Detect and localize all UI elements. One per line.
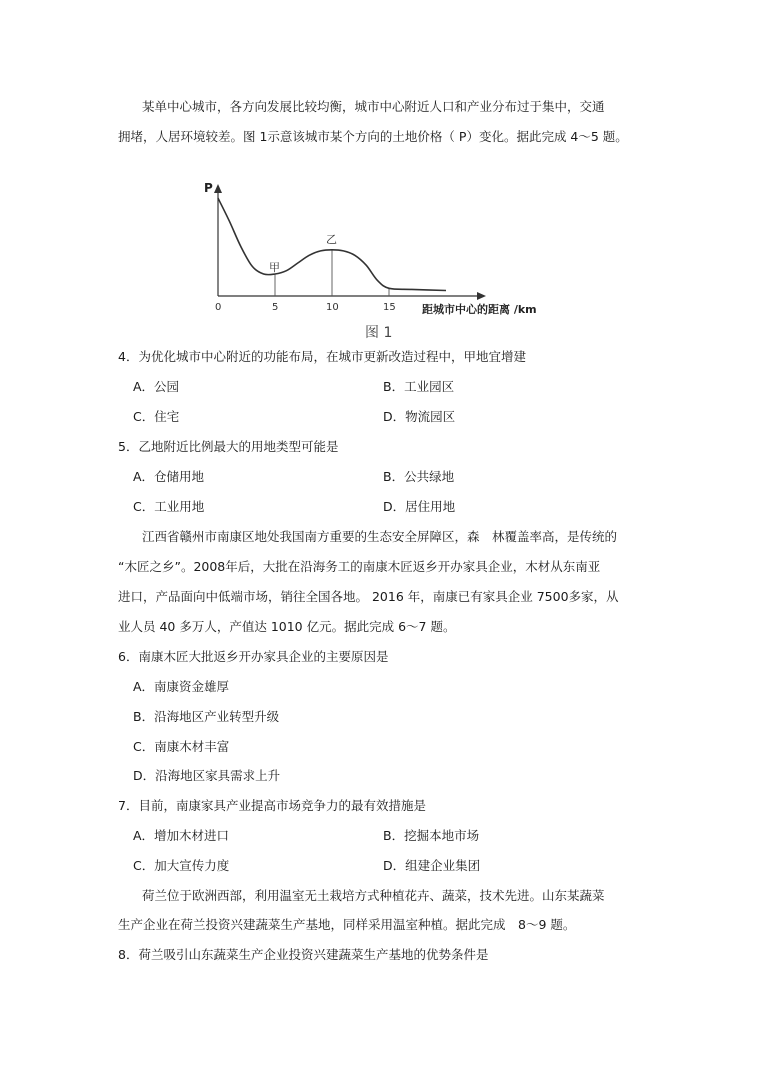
q4-option-b[interactable]: B．工业园区 <box>383 379 455 394</box>
x-axis-arrow <box>477 292 486 300</box>
q4-option-a[interactable]: A．公园 <box>133 379 180 394</box>
q5-option-b[interactable]: B．公共绿地 <box>383 469 455 484</box>
q6-option-d[interactable]: D．沿海地区家具需求上升 <box>133 768 281 783</box>
q5-option-c[interactable]: C．工业用地 <box>133 499 205 514</box>
q8-stem: 8．荷兰吸引山东蔬菜生产企业投资兴建蔬菜生产基地的优势条件是 <box>118 947 489 962</box>
marker-jia: 甲 <box>269 261 280 274</box>
q4-stem: 4．为优化城市中心附近的功能布局，在城市更新改造过程中，甲地宜增建 <box>118 349 526 364</box>
q7-option-a[interactable]: A．增加木材进口 <box>133 828 230 843</box>
passage2-line2: “木匠之乡”。2008年后，大批在沿海务工的南康木匠返乡开办家具企业，木材从东南亚 <box>118 559 601 574</box>
x-tick-label: 0 <box>215 302 222 313</box>
x-axis-label: 距城市中心的距离 /km <box>422 303 537 316</box>
figure-1 <box>200 178 560 351</box>
passage3-line2: 生产企业在荷兰投资兴建蔬菜生产基地，同样采用温室种植。据此完成 8～9 题。 <box>118 917 576 932</box>
passage2-line4: 业人员 40 多万人，产值达 1010 亿元。据此完成 6～7 题。 <box>118 619 456 634</box>
x-tick-label: 10 <box>326 302 339 313</box>
q7-option-b[interactable]: B．挖掘本地市场 <box>383 828 480 843</box>
q5-option-d[interactable]: D．居住用地 <box>383 499 456 514</box>
passage3-line1: 荷兰位于欧洲西部，利用温室无土栽培方式种植花卉、蔬菜，技术先进。山东某蔬菜 <box>142 888 605 903</box>
q4-option-d[interactable]: D．物流园区 <box>383 409 456 424</box>
q6-option-b[interactable]: B．沿海地区产业转型升级 <box>133 709 280 724</box>
q4-option-c[interactable]: C．住宅 <box>133 409 180 424</box>
passage2-line3: 进口，产品面向中低端市场，销往全国各地。 2016 年，南康已有家具企业 7500多家，从 <box>118 589 619 604</box>
q5-stem: 5．乙地附近比例最大的用地类型可能是 <box>118 439 339 454</box>
marker-yi: 乙 <box>326 232 337 246</box>
y-axis-arrow <box>214 184 222 193</box>
q7-option-c[interactable]: C．加大宣传力度 <box>133 858 230 873</box>
passage1-line1: 某单中心城市，各方向发展比较均衡，城市中心附近人口和产业分布过于集中，交通 <box>142 99 605 114</box>
passage2-line1: 江西省赣州市南康区地处我国南方重要的生态安全屏障区，森 林覆盖率高，是传统的 <box>142 529 618 544</box>
q6-option-c[interactable]: C．南康木材丰富 <box>133 739 230 754</box>
q6-option-a[interactable]: A．南康资金雄厚 <box>133 679 230 694</box>
x-tick-label: 5 <box>272 302 279 313</box>
q6-stem: 6．南康木匠大批返乡开办家具企业的主要原因是 <box>118 649 389 664</box>
figure-caption: 图 1 <box>365 325 393 341</box>
y-axis-label: P <box>204 181 213 195</box>
q7-option-d[interactable]: D．组建企业集团 <box>383 858 481 873</box>
land-price-chart <box>200 178 560 348</box>
q5-option-a[interactable]: A．仓储用地 <box>133 469 205 484</box>
q7-stem: 7．目前，南康家具产业提高市场竞争力的最有效措施是 <box>118 798 426 813</box>
x-tick-label: 15 <box>383 302 396 313</box>
passage1-line2: 拥堵，人居环境较差。图 1示意该城市某个方向的土地价格（ P）变化。据此完成 4～5 题。 <box>118 129 628 144</box>
